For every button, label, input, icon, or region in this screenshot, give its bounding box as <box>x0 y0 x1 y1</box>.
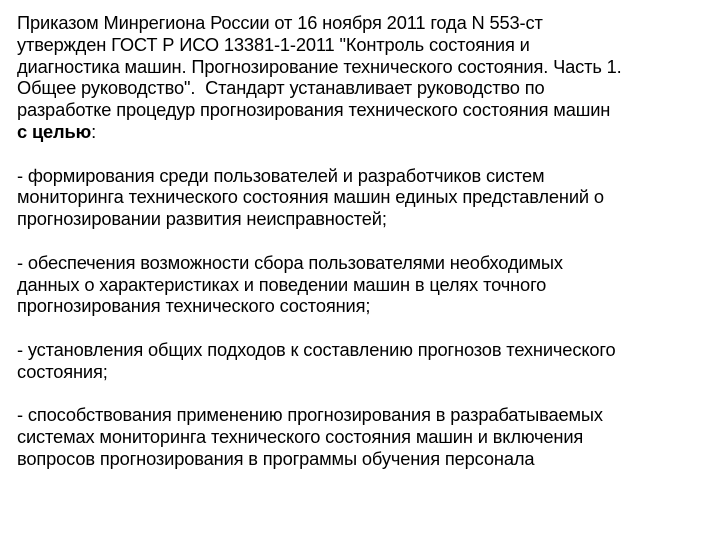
intro-paragraph <box>17 12 707 143</box>
slide-body <box>17 12 707 492</box>
intro-text: Приказом Минрегиона России от 16 ноября 2011 года N 553-ст утвержден ГОСТ Р ИСО 13381-1-2011 "Контроль состояния и диагностика машин. Прогнозирование технического состояния. Часть 1. Общее руководство". Стандарт устанавливает руководство по разработке процедур прогнозирования технического состояния машин <box>17 12 622 121</box>
list-item-1: - формирования среди пользователей и разработчиков систем мониторинга технического состояния машин единых представлений о прогнозировании развития неисправностей; <box>17 164 604 230</box>
intro-bold-phrase: с целью <box>17 120 92 142</box>
intro-colon: : <box>91 120 97 142</box>
list-item-3: - установления общих подходов к составлению прогнозов технического состояния; <box>17 338 616 382</box>
list-item-2: - обеспечения возможности сбора пользователями необходимых данных о характеристиках и поведении машин в целях точного прогнозирования технического состояния; <box>17 251 563 317</box>
list-item-4: - способствования применению прогнозирования в разрабатываемых системах мониторинга технического состояния машин и включения вопросов прогнозирования в программы обучения персонала <box>17 404 603 469</box>
